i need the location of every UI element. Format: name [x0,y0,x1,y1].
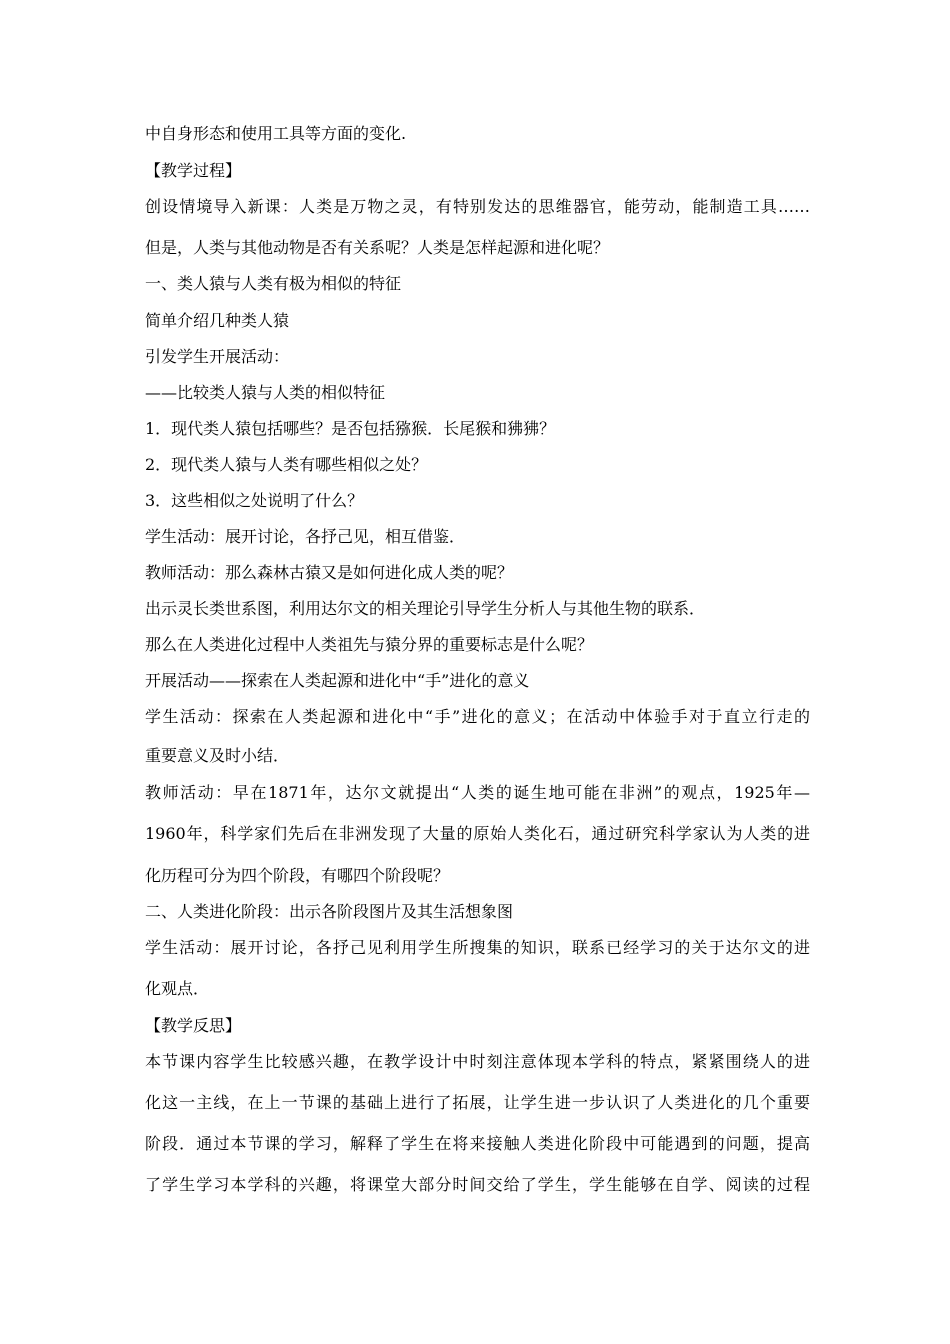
text-line: 学生活动：展开讨论，各抒己见利用学生所搜集的知识，联系已经学习的关于达尔文的进 [145,938,810,957]
text-line: 开展活动——探索在人类起源和进化中“手”进化的意义 [145,671,530,690]
text-line: 了学生学习本学科的兴趣，将课堂大部分时间交给了学生，学生能够在自学、阅读的过程 [145,1175,810,1194]
text-line: 化历程可分为四个阶段，有哪四个阶段呢？ [145,866,450,885]
text-line: 化这一主线，在上一节课的基础上进行了拓展，让学生进一步认识了人类进化的几个重要 [145,1093,810,1112]
text-line: 创设情境导入新课：人类是万物之灵，有特别发达的思维器官，能劳动，能制造工具…… [145,197,810,216]
text-line: 简单介绍几种类人猿 [145,311,290,330]
text-line: 本节课内容学生比较感兴趣，在教学设计中时刻注意体现本学科的特点，紧紧围绕人的进 [145,1052,810,1071]
section-heading-teaching-process: 【教学过程】 [145,161,242,180]
text-line: 但是，人类与其他动物是否有关系呢？人类是怎样起源和进化呢？ [145,238,610,257]
text-line: 引发学生开展活动： [145,347,290,366]
text-line: 学生活动：展开讨论，各抒己见，相互借鉴． [145,527,466,546]
text-line: 出示灵长类世系图，利用达尔文的相关理论引导学生分析人与其他生物的联系． [145,599,706,618]
text-line: 1960年，科学家们先后在非洲发现了大量的原始人类化石，通过研究科学家认为人类的进 [145,824,810,843]
subheading: 一、类人猿与人类有极为相似的特征 [145,274,402,293]
text-line: 教师活动：早在1871年，达尔文就提出“人类的诞生地可能在非洲”的观点，1925年— [145,783,810,802]
text-line: 中自身形态和使用工具等方面的变化. [145,124,407,143]
list-item: 1．现代类人猿包括哪些？是否包括猕猴．长尾猴和狒狒？ [145,419,556,438]
text-line: 化观点． [145,979,210,998]
subheading: 二、人类进化阶段：出示各阶段图片及其生活想象图 [145,902,514,921]
text-line: 教师活动：那么森林古猿又是如何进化成人类的呢？ [145,563,514,582]
text-line: 那么在人类进化过程中人类祖先与猿分界的重要标志是什么呢？ [145,635,594,654]
list-item: 3．这些相似之处说明了什么？ [145,491,364,510]
text-line: ——比较类人猿与人类的相似特征 [145,383,386,402]
list-item: 2．现代类人猿与人类有哪些相似之处？ [145,455,428,474]
text-line: 重要意义及时小结． [145,746,290,765]
section-heading-teaching-reflection: 【教学反思】 [145,1016,242,1035]
text-line: 阶段．通过本节课的学习，解释了学生在将来接触人类进化阶段中可能遇到的问题，提高 [145,1134,810,1153]
text-line: 学生活动：探索在人类起源和进化中“手”进化的意义；在活动中体验手对于直立行走的 [145,707,810,726]
